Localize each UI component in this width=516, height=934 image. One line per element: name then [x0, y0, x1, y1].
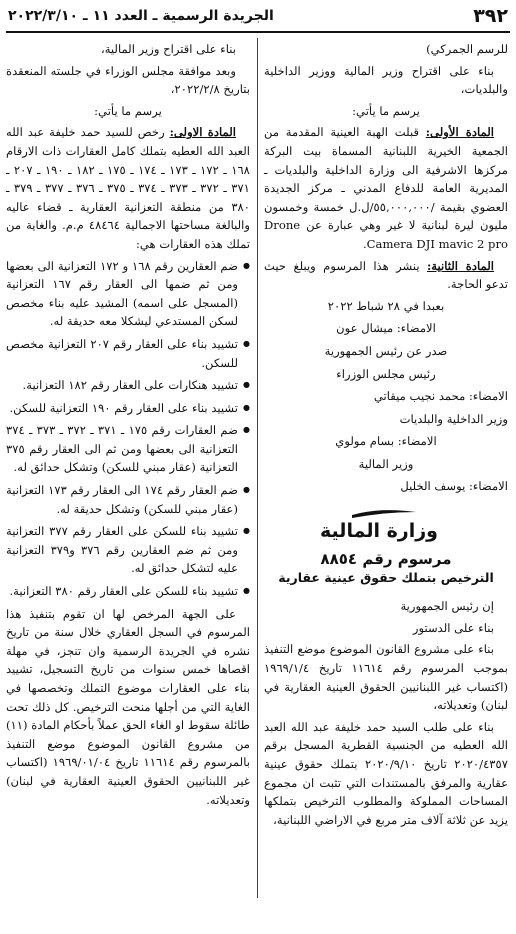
pm-title: رئيس مجلس الوزراء [336, 366, 436, 381]
article-1 [6, 123, 250, 253]
list-item: ● تشييد بناء للسكن على العقار رقم ٣٧٧ التعزانية ومن ثم ضم العقارين رقم ٣٧٦ و٣٧٩ التعزانية عليه لتشكل حدائق له. [6, 522, 250, 578]
decree-number: مرسوم رقم ٨٨٥٤ [320, 550, 452, 569]
list-item: ● تشييد بناء على العقار رقم ١٩٠ التعزانية للسكن. [6, 399, 250, 418]
article-text: رخص للسيد حمد خليفة عبد الله العبد الله العطيه بتملك كامل العقارات ذات الارقام ١٦٨ ـ ١٧٢ ـ ١٧٣ ـ ١٧٤ ـ ١٧٥ ـ ١٨٢ ـ ١٩٠ ـ ٢٠٧ ـ ٣٧١ ـ ٣٧٢ ـ ٣٧٣ ـ ٣٧٤ ـ ٣٧٥ ـ ٣٧٦ ـ ٣٧٧ ـ ٣٧٩ ـ ٣٨٠ من منطقة التعزانية العقارية ـ قضاء عاليه والبالغة مساحتها الاجمالية ٤٨٤٦٤ م.م. والغاية من تملك هذه العقارات هي: [6, 125, 250, 251]
article-2 [264, 257, 508, 294]
paragraph: إن رئيس الجمهورية [400, 599, 494, 614]
column-divider [257, 38, 258, 898]
interior-minister-title: وزير الداخلية والبلديات [399, 411, 508, 426]
page-header [6, 4, 510, 30]
article-1 [264, 123, 508, 253]
paragraph: على الجهة المرخص لها ان تقوم بتنفيذ هذا المرسوم في السجل العقاري خلال سنة من تاريخ نشره في الجريدة الرسمية وان تنجز، في مهلة اقصاها خمس سنوات من تاريخ التسجيل، تشييد بناء على العقارات موضوع التملك وتخصصها في الغاية التي من أجلها منحت الترخيص. كل ذلك تحت طائلة سقوط او الغاء الحق عملاً بأحكام المادة (١١) من مشروع القانون الموضوع موضع التنفيذ بالمرسوم رقم ١١٦١٤ تاريخ ١٩٦٩/٠١/٠٤ (اكتساب غير اللبنانيين الحقوق العينية العقارية في لبنان) وتعديلاته. [6, 606, 250, 807]
article-label: المادة الأولى: [425, 125, 495, 140]
list-item: ● تشييد هنكارات على العقار رقم ١٨٢ التعزانية. [6, 376, 250, 395]
signature-finance: الامضاء: يوسف الخليل [400, 479, 508, 494]
article-text: ينشر هذا المرسوم ويبلغ حيث تدعو الحاجة. [264, 258, 508, 292]
gazette-title: الجريدة الرسمية ـ العدد ١١ ـ ٢٠٢٢/٣/١٠ [8, 8, 274, 24]
decree-formula: يرسم ما يأتي: [94, 103, 162, 118]
list-item: ● ضم العقارين رقم ١٦٨ و ١٧٢ التعزانية الى بعضها ومن ثم ضمها الى العقار رقم ١٦٧ التعزانية (المسجل على اسمه) المشيد عليه بناء مخصص لسكن المستدعي ليشكلا معه حديقة له. [6, 257, 250, 331]
article-label: المادة الاولى: [169, 125, 237, 140]
paragraph: بناء على طلب السيد حمد خليفة عبد الله العبد الله العطيه من الجنسية القطرية المسجل برقم ٢٠٢٠/٤٣٥٧ تاريخ ٢٠٢٠/٩/١٠ بتملك حقوق عينية عقارية والمرفق بالمستندات التي تثبت ان مجموع المساحات المملوكة والمطلوب الترخيص بتملكها يزيد عن ثلاثة آلاف متر مربع في الاراضي اللبنانية، [264, 719, 508, 827]
article-text: قبلت الهبة العينية المقدمة من الجمعية الخيرية اللبنانية المسماة بيت البركة مركزها الاشرفية الى وزارة الداخلية والبلديات ـ المديرية العامة للدفاع المدني ـ مركز الجديدة العضوي بقيمة /٥٥,٠٠٠,٠٠٠/ل.ل خمسة وخمسون مليون ليرة لبنانية لا غير وهي عبارة عن Drone Camera DJI mavic 2 pro. [264, 125, 508, 251]
paragraph: بناء على اقتراح وزير المالية ووزير الداخلية والبلديات، [264, 63, 508, 97]
header-divider [6, 31, 510, 33]
decorative-swoosh-icon [350, 506, 418, 520]
paragraph: وبعد موافقة مجلس الوزراء في جلسته المنعقدة بتاريخ ٢٠٢٢/٢/٨، [6, 63, 250, 97]
article-label: المادة الثانية: [427, 258, 494, 273]
paragraph: بناء على مشروع القانون الموضوع موضع التنفيذ بموجب المرسوم رقم ١١٦١٤ تاريخ ١٩٦٩/١/٤ (اكتساب غير اللبنانيين الحقوق العينية العقارية في لبنان) وتعديلاته، [264, 642, 508, 713]
paragraph: بناء على الدستور [412, 620, 494, 635]
page-number: ٣٩٢ [473, 5, 508, 27]
decree-formula: يرسم ما يأتي: [352, 103, 420, 118]
decree-title: الترخيص بتملك حقوق عينية عقارية [278, 569, 494, 585]
ministry-heading-block [264, 506, 508, 546]
issued-by: صدر عن رئيس الجمهورية [324, 343, 448, 358]
signature-president: الامضاء: ميشال عون [336, 321, 436, 336]
list-item: ● ضم العقارات رقم ١٧٥ ـ ٣٧١ ـ ٣٧٢ ـ ٣٧٣ ـ ٣٧٤ التعزانية الى بعضها ومن ثم الى العقار رقم ٣٧٥ التعزانية (عقار مبني للسكن) وتشكل حدائق له. [6, 421, 250, 477]
signature-interior: الامضاء: بسام مولوي [335, 434, 437, 449]
decree-date: بعبدا في ٢٨ شباط ٢٠٢٢ [327, 298, 445, 313]
list-item: ● تشييد بناء للسكن على العقار رقم ٣٨٠ التعزانية. [6, 582, 250, 601]
paragraph: بناء على اقتراح وزير المالية، [100, 42, 236, 56]
finance-minister-title: وزير المالية [358, 456, 414, 471]
ministry-heading: وزارة المالية [320, 520, 438, 543]
list-item: ● تشييد بناء على العقار رقم ٢٠٧ التعزانية مخصص للسكن. [6, 335, 250, 372]
left-column [6, 40, 250, 812]
signature-pm: الامضاء: محمد نجيب ميقاتي [373, 389, 508, 404]
right-column [264, 40, 508, 832]
paragraph: للرسم الجمركي) [426, 42, 508, 56]
list-item: ● ضم العقار رقم ١٧٤ الى العقار رقم ١٧٣ التعزانية (عقار مبني للسكن) وتشكل حديقة له. [6, 481, 250, 518]
